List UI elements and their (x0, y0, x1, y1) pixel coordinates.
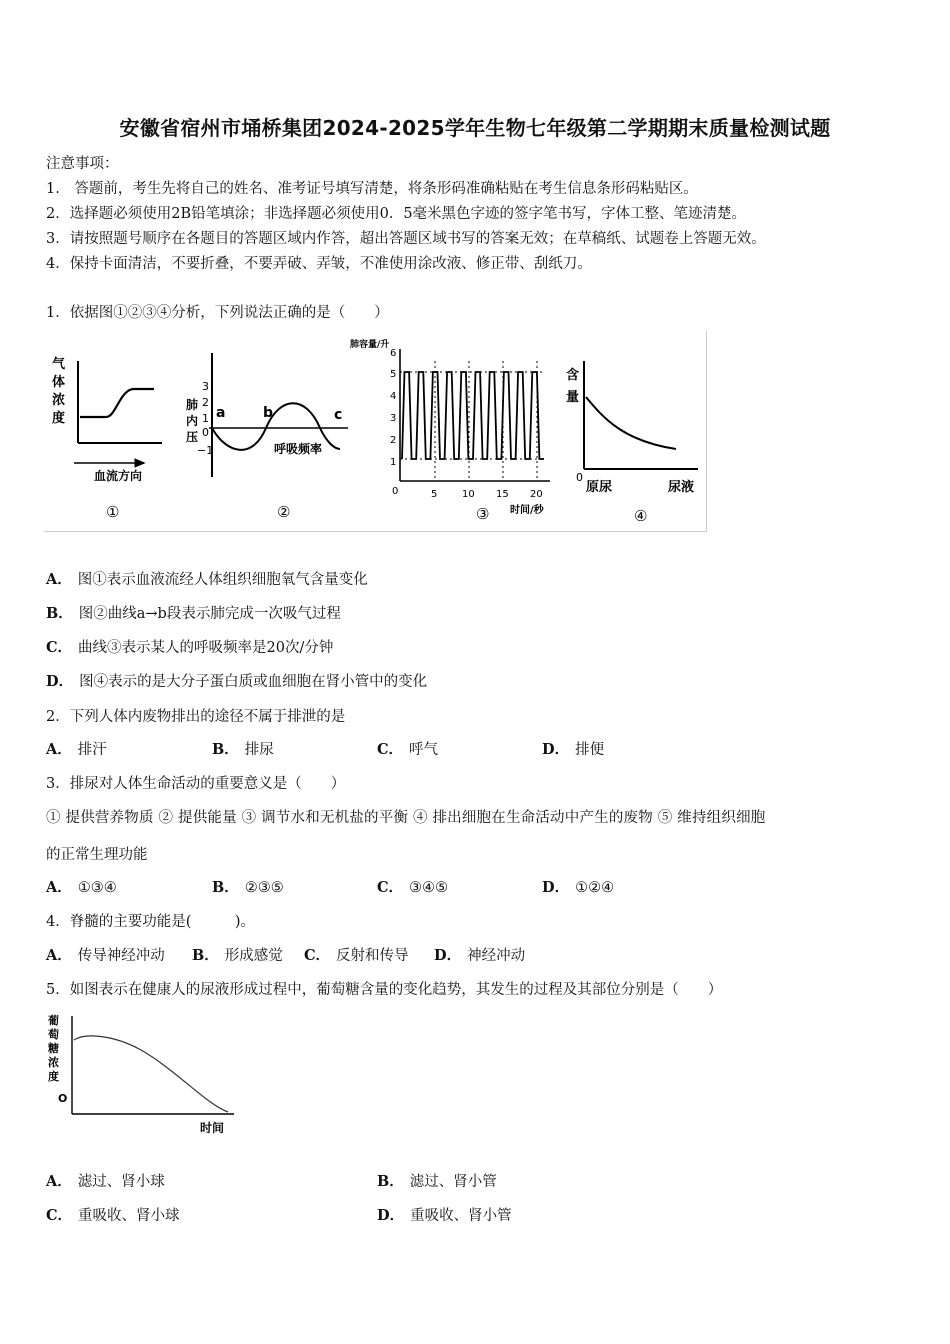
q3-option-a-text: ①③④ (77, 880, 117, 896)
q5-xlabel: 时间 (200, 1121, 225, 1135)
q5-option-a[interactable] (46, 1170, 165, 1191)
g2-ylabel-2: 内 (186, 414, 199, 428)
q4-stem: 4．脊髓的主要功能是( )。 (46, 914, 256, 930)
q5-option-c[interactable] (46, 1204, 180, 1225)
q2-option-c[interactable] (377, 738, 438, 759)
q5-option-b[interactable] (377, 1170, 497, 1191)
q4-option-b-key: B． (192, 947, 219, 964)
q4-option-a-text: 传导神经冲动 (77, 948, 165, 964)
q3-option-a[interactable] (46, 876, 117, 897)
g1-ylabel-4: 度 (52, 411, 66, 426)
note-item-1: 1. 答题前，考生先将自己的姓名、准考证号填写清楚，将条形码准确粘贴在考生信息条形码粘贴区。 (46, 181, 698, 197)
q5-option-c-text: 重吸收、肾小球 (78, 1208, 180, 1224)
q4-option-d[interactable] (434, 944, 525, 965)
q3-option-b[interactable] (212, 876, 284, 897)
g1-ylabel-1: 气 (52, 357, 66, 372)
q2-stem: 2．下列人体内废物排出的途径不属于排泄的是 (46, 709, 346, 725)
g2-tick-2: 2 (202, 396, 209, 409)
q1-option-a[interactable] (46, 568, 368, 589)
q4-option-a[interactable] (46, 944, 165, 965)
q4-option-c-text: 反射和传导 (336, 948, 409, 964)
g1-curve (80, 389, 154, 417)
g3-ylabel-text: 肺容量/升 (350, 340, 390, 350)
g3-ytick-3: 3 (390, 413, 397, 424)
q4-option-a-key: A． (46, 947, 72, 964)
g3-caption: ③ (476, 505, 490, 523)
g4-origin: 0 (576, 471, 583, 484)
g4-caption: ④ (634, 507, 648, 525)
q2-option-a-text: 排汗 (77, 742, 107, 758)
g3-xlabel: 时间/秒 (510, 505, 544, 516)
q3-stem: 3．排尿对人体生命活动的重要意义是（ ） (46, 776, 346, 792)
q2-option-d[interactable] (542, 738, 604, 759)
q4-option-c-key: C． (304, 947, 331, 964)
q5-option-a-key: A． (46, 1173, 72, 1190)
q2-option-a-key: A． (46, 741, 72, 758)
q5-ylabel-4: 浓 (48, 1056, 59, 1069)
g2-ylabel-3: 压 (186, 430, 199, 444)
g1-ylabel-2: 体 (52, 375, 66, 390)
graph-4 (566, 361, 698, 525)
g2-point-a: a (216, 405, 226, 421)
g2-caption: ② (277, 503, 291, 521)
q3-option-c[interactable] (377, 876, 448, 897)
q1-option-c-key: C． (46, 639, 73, 656)
q1-figure (44, 331, 707, 532)
g4-ylabel-1: 含 (566, 368, 580, 383)
g2-tick-1: 1 (202, 412, 209, 425)
q5-ylabel-2: 萄 (48, 1028, 59, 1041)
g4-x-end: 尿液 (668, 480, 695, 495)
q3-option-b-key: B． (212, 879, 239, 896)
q1-option-d-key: D． (46, 673, 74, 690)
g2-ylabel-1: 肺 (186, 398, 199, 412)
q4-option-c[interactable] (304, 944, 409, 965)
q2-option-b-key: B． (212, 741, 239, 758)
q1-option-d-text: 图④表示的是大分子蛋白质或血细胞在肾小管中的变化 (79, 674, 428, 690)
q3-option-c-text: ③④⑤ (409, 880, 449, 896)
q2-option-d-text: 排便 (575, 742, 605, 758)
q2-option-d-key: D． (542, 741, 570, 758)
q1-stem: 1．依据图①②③④分析，下列说法正确的是（ ） (46, 305, 389, 321)
q5-ylabel-1: 葡 (48, 1014, 59, 1027)
g3-xtick-20: 20 (530, 489, 543, 500)
q1-option-b-text: 图②曲线a→b段表示肺完成一次吸气过程 (78, 606, 341, 622)
g2-point-b: b (263, 405, 274, 421)
q5-option-b-key: B． (377, 1173, 404, 1190)
g4-x-start: 原尿 (586, 480, 613, 495)
g3-ytick-0: 0 (392, 486, 399, 497)
g2-tick-3: 3 (202, 380, 209, 393)
q5-option-d-text: 重吸收、肾小管 (410, 1208, 512, 1224)
q5-option-c-key: C． (46, 1207, 73, 1224)
graph-3 (350, 338, 550, 523)
g3-ytick-4: 4 (390, 391, 397, 402)
q3-option-d-text: ①②④ (575, 880, 615, 896)
g3-xtick-5: 5 (431, 489, 438, 500)
g3-ytick-2: 2 (390, 435, 397, 446)
g1-xlabel: 血流方向 (94, 469, 143, 483)
g4-curve (586, 397, 676, 449)
q2-option-a[interactable] (46, 738, 107, 759)
graph-2 (186, 353, 348, 521)
q1-option-c[interactable] (46, 636, 333, 657)
g1-ylabel-3: 浓 (52, 393, 66, 408)
q4-option-b-text: 形成感觉 (224, 948, 283, 964)
page-title: 安徽省宿州市埇桥集团2024-2025学年生物七年级第二学期期末质量检测试题 (119, 116, 831, 140)
q4-option-d-key: D． (434, 947, 462, 964)
q5-ylabel-3: 糖 (48, 1042, 59, 1055)
q1-option-b-key: B． (46, 605, 73, 622)
note-item-4: 4．保持卡面清洁，不要折叠，不要弄破、弄皱，不准使用涂改液、修正带、刮纸刀。 (46, 256, 592, 272)
q2-option-c-key: C． (377, 741, 404, 758)
q3-option-a-key: A． (46, 879, 72, 896)
q4-option-b[interactable] (192, 944, 283, 965)
q5-option-b-text: 滤过、肾小管 (409, 1174, 497, 1190)
g3-xtick-15: 15 (496, 489, 509, 500)
q4-option-d-text: 神经冲动 (467, 948, 526, 964)
g3-ytick-5: 5 (390, 369, 397, 380)
q5-origin: O (58, 1092, 68, 1105)
q5-curve (74, 1036, 228, 1112)
graph-1 (52, 356, 162, 521)
q2-option-b[interactable] (212, 738, 274, 759)
g3-xtick-10: 10 (462, 489, 475, 500)
q2-option-c-text: 呼气 (409, 742, 439, 758)
g1-caption: ① (106, 503, 120, 521)
q5-ylabel-5: 度 (48, 1070, 59, 1083)
q3-option-b-text: ②③⑤ (244, 880, 284, 896)
q3-option-d[interactable] (542, 876, 614, 897)
g2-xlabel: 呼吸频率 (274, 442, 323, 456)
q1-figure-svg (44, 331, 706, 531)
q3-body-line-2: 的正常生理功能 (46, 847, 148, 863)
notes-heading: 注意事项： (46, 156, 119, 172)
q3-body-line-1: ① 提供营养物质 ② 提供能量 ③ 调节水和无机盐的平衡 ④ 排出细胞在生命活动中产生的废物 ⑤ 维持组织细胞 (46, 810, 766, 826)
note-item-3: 3．请按照题号顺序在各题目的答题区域内作答，超出答题区域书写的答案无效；在草稿纸、试题卷上答题无效。 (46, 231, 766, 247)
g3-wave (402, 372, 544, 459)
g2-tick-m1: −1 (197, 444, 214, 457)
q1-option-c-text: 曲线③表示某人的呼吸频率是20次/分钟 (78, 640, 334, 656)
q5-option-d-key: D． (377, 1207, 405, 1224)
note-item-2: 2．选择题必须使用2B铅笔填涂；非选择题必须使用0．5毫米黑色字迹的签字笔书写，字体工整、笔迹清楚。 (46, 206, 747, 222)
g2-tick-0: 0 (202, 426, 209, 439)
q5-option-d[interactable] (377, 1204, 512, 1225)
q1-option-b[interactable] (46, 602, 341, 623)
q3-option-c-key: C． (377, 879, 404, 896)
q5-figure (46, 1010, 246, 1140)
g3-ytick-1: 1 (390, 457, 397, 468)
q5-option-a-text: 滤过、肾小球 (77, 1174, 165, 1190)
q2-option-b-text: 排尿 (244, 742, 274, 758)
q1-option-a-text: 图①表示血液流经人体组织细胞氧气含量变化 (77, 572, 368, 588)
q3-option-d-key: D． (542, 879, 570, 896)
g3-ytick-6: 6 (390, 348, 397, 359)
g2-point-c: c (334, 407, 343, 423)
g4-ylabel-2: 量 (566, 390, 580, 405)
q1-option-d[interactable] (46, 670, 427, 691)
q5-stem: 5．如图表示在健康人的尿液形成过程中，葡萄糖含量的变化趋势，其发生的过程及其部位分别是（ ） (46, 982, 723, 998)
q1-option-a-key: A． (46, 571, 72, 588)
